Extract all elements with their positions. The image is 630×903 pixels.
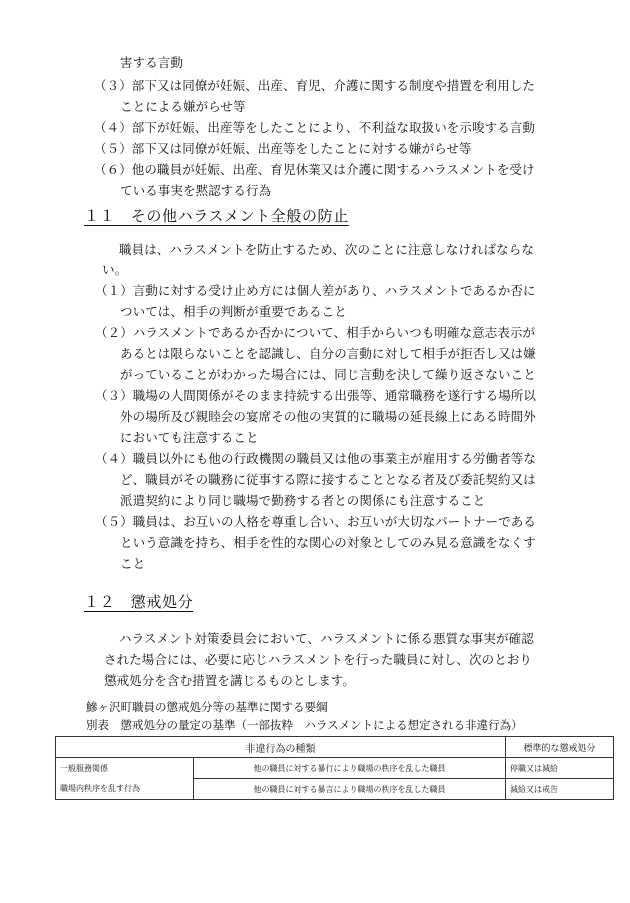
section10-item-4: （４）部下が妊娠、出産等をしたことにより、不利益な取扱いを示唆する言動 [94,120,536,135]
section12-heading: １２ 懲戒処分 [84,593,194,611]
row-violation: 他の職員に対する暴言により職場の秩序を乱した職員 [194,779,506,800]
table-title: 鰺ヶ沢町職員の懲戒処分等の基準に関する要綱 [86,700,328,714]
row-penalty: 停職又は減給 [506,758,614,779]
section11-line: 派遣契約により同じ職場で勤務する者との関係にも注意すること [120,493,486,508]
section11-item-1: （１）言動に対する受け止め方には個人差があり、ハラスメントであるか否に [95,283,536,298]
row-penalty: 減給又は戒告 [506,779,614,800]
section11-intro: い。 [102,262,128,277]
row-category: 一般服務関係 [56,758,194,779]
section12-line: 懲戒処分を含む措置を講じるものとします。 [104,673,356,688]
section11-intro: 職員は、ハラスメントを防止するため、次のことに注意しなければならな [119,242,534,257]
section11-line: がっていることがわかった場合には、同じ言動を決して繰り返さないこと [120,367,536,382]
table-row [56,779,614,800]
section12-line: ハラスメント対策委員会において、ハラスメントに係る悪質な事実が確認 [119,631,534,646]
table-caption: 別表 懲戒処分の量定の基準（一部抜粋 ハラスメントによる想定される非違行為） [86,718,523,732]
section10-line: ことによる嫌がらせ等 [120,99,246,114]
penalty-table [55,736,614,800]
column-header-standard-penalty: 標準的な懲戒処分 [506,737,614,758]
section11-line: あるとは限らないことを認識し、自分の言動に対して相手が拒否し又は嫌 [120,346,536,361]
column-header-violation-type: 非違行為の種類 [56,737,506,758]
section11-item-5: （５）職員は、お互いの人格を尊重し合い、お互いが大切なパートナーである [95,514,537,529]
section10-item-6: （６）他の職員が妊娠、出産、育児休業又は介護に関するハラスメントを受け [94,162,535,177]
section12-line: された場合には、必要に応じハラスメントを行った職員に対し、次のとおり [104,652,533,667]
section10-item-3: （３）部下又は同僚が妊娠、出産、育児、介護に関する制度や措置を利用した [94,78,536,93]
section11-line: こと [120,556,146,571]
section11-line: 外の場所及び親睦会の宴席その他の実質的に職場の延長線上にある時間外 [120,409,536,424]
section11-line: ついては、相手の判断が重要であること [120,304,347,319]
section11-item-2: （２）ハラスメントであるか否かについて、相手からいつも明確な意志表示が [95,325,536,340]
section11-line: においても注意すること [120,430,259,445]
section11-heading: １１ その他ハラスメント全般の防止 [84,207,349,225]
row-violation: 他の職員に対する暴行により職場の秩序を乱した職員 [194,758,506,779]
section11-item-3: （３）職場の人間関係がそのまま持続する出張等、通常職務を遂行する場所以 [95,388,537,403]
section11-line: ど、職員がその職務に従事する際に接することとなる者及び委託契約又は [120,472,536,487]
section10-item-5: （５）部下又は同僚が妊娠、出産等をしたことに対する嫌がらせ等 [94,141,472,156]
table-row [56,758,614,779]
section11-line: という意識を持ち、相手を性的な関心の対象としてのみ見る意識をなくす [120,535,536,550]
table-header-row [56,737,614,758]
section10-line: 害する言動 [120,55,184,70]
section11-item-4: （４）職員以外にも他の行政機関の職員又は他の事業主が雇用する労働者等な [95,451,537,466]
row-category: 職場内秩序を乱す行為 [56,779,194,800]
section10-line: ている事実を黙認する行為 [120,183,272,198]
